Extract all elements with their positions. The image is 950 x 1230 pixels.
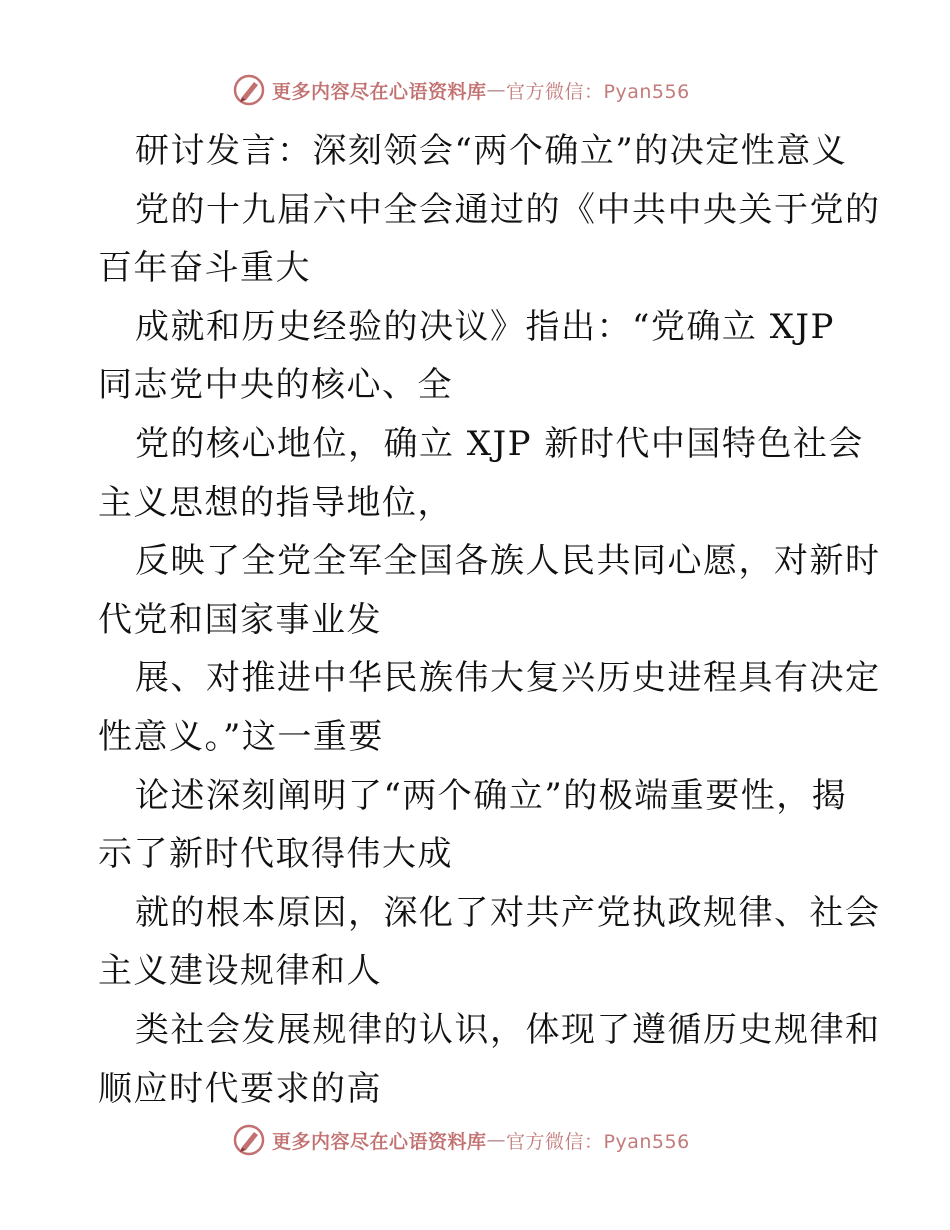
watermark-contact: 官方微信：Pyan556: [506, 1130, 690, 1153]
pen-logo-icon: [232, 73, 266, 107]
paragraph-line: 代党和国家事业发: [98, 599, 382, 640]
document-body: [98, 122, 881, 1118]
pen-logo-icon: [232, 1123, 266, 1157]
watermark-separator: —: [486, 1129, 507, 1151]
paragraph-line: 成就和历史经验的决议》指出：“党确立 XJP: [135, 306, 835, 347]
footer-watermark: [232, 1122, 752, 1158]
paragraph-line: 就的根本原因，深化了对共产党执政规律、社会: [135, 892, 881, 933]
paragraph-line: 类社会发展规律的认识，体现了遵循历史规律和: [135, 1009, 881, 1050]
header-watermark: [232, 72, 752, 108]
paragraph-line: 论述深刻阐明了“两个确立”的极端重要性，揭: [135, 775, 848, 816]
watermark-contact: 官方微信：Pyan556: [506, 80, 690, 103]
paragraph-line: 百年奋斗重大: [98, 248, 311, 289]
paragraph-line: 性意义。”这一重要: [98, 716, 384, 757]
document-title: 研讨发言：深刻领会“两个确立”的决定性意义: [135, 131, 848, 171]
paragraph-line: 展、对推进中华民族伟大复兴历史进程具有决定: [135, 658, 881, 699]
paragraph-line: 党的十九届六中全会通过的《中共中央关于党的: [135, 189, 881, 230]
paragraph-line: 示了新时代取得伟大成: [98, 834, 453, 875]
paragraph-line: 反映了全党全军全国各族人民共同心愿，对新时: [135, 541, 881, 582]
paragraph-line: 主义思想的指导地位，: [98, 482, 453, 523]
watermark-separator: —: [486, 79, 507, 101]
watermark-text: 更多内容尽在心语资料库: [272, 1130, 487, 1153]
paragraph-line: 主义建设规律和人: [98, 951, 382, 992]
paragraph-line: 同志党中央的核心、全: [98, 365, 453, 406]
watermark-text: 更多内容尽在心语资料库: [272, 80, 487, 103]
paragraph-line: 顺应时代要求的高: [98, 1068, 382, 1109]
paragraph-line: 党的核心地位，确立 XJP 新时代中国特色社会: [135, 423, 864, 464]
